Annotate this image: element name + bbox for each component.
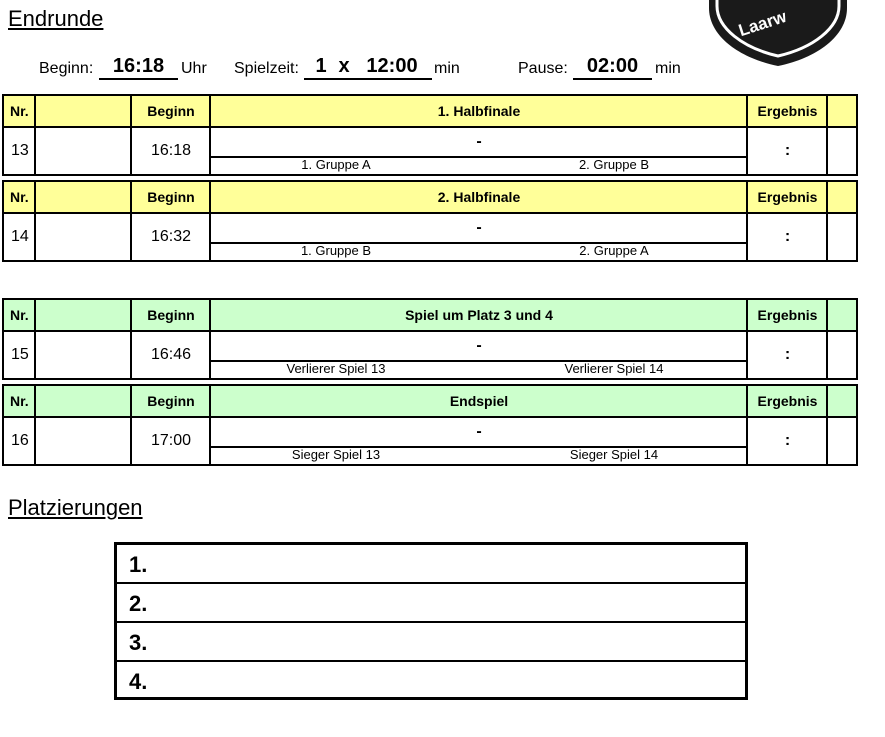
header-empty-cell bbox=[826, 384, 858, 418]
team-home: 1. Gruppe B bbox=[300, 243, 372, 258]
pairing-teams bbox=[211, 446, 747, 464]
match-time: 16:46 bbox=[130, 330, 212, 380]
header-ergebnis: Ergebnis bbox=[746, 298, 829, 332]
header-nr: Nr. bbox=[2, 298, 36, 332]
header-empty-cell bbox=[34, 298, 134, 332]
match-time: 17:00 bbox=[130, 416, 212, 466]
match-result[interactable]: : bbox=[746, 212, 829, 262]
team-away: Verlierer Spiel 14 bbox=[564, 361, 664, 376]
match-title: 1. Halbfinale bbox=[209, 94, 749, 128]
header-empty-cell bbox=[34, 384, 134, 418]
extra-cell[interactable] bbox=[826, 330, 858, 380]
match-number: 15 bbox=[2, 330, 36, 380]
header-nr: Nr. bbox=[2, 94, 36, 128]
placements-title: Platzierungen bbox=[8, 495, 143, 520]
placement-row[interactable]: 1. bbox=[117, 545, 745, 584]
placement-row[interactable]: 4. bbox=[129, 669, 148, 694]
match-result[interactable]: : bbox=[746, 416, 829, 466]
match-title: 2. Halbfinale bbox=[209, 180, 749, 214]
match-title: Spiel um Platz 3 und 4 bbox=[209, 298, 749, 332]
pairing-teams bbox=[211, 360, 747, 378]
match-row bbox=[2, 212, 858, 262]
match-time: 16:18 bbox=[130, 126, 212, 176]
pause-value: 02:00 bbox=[573, 54, 652, 80]
team-away: Sieger Spiel 14 bbox=[569, 447, 659, 462]
header-ergebnis: Ergebnis bbox=[746, 180, 829, 214]
pairing-dash[interactable]: - bbox=[211, 418, 747, 448]
match-pairing bbox=[209, 126, 749, 176]
header-nr: Nr. bbox=[2, 180, 36, 214]
extra-cell[interactable] bbox=[826, 416, 858, 466]
header-ergebnis: Ergebnis bbox=[746, 384, 829, 418]
match-title: Endspiel bbox=[209, 384, 749, 418]
header-empty-cell bbox=[826, 298, 858, 332]
placement-row[interactable]: 2. bbox=[117, 584, 745, 623]
playtime-count: 1 bbox=[315, 55, 327, 77]
header-beginn: Beginn bbox=[130, 298, 212, 332]
field-cell[interactable] bbox=[34, 330, 134, 380]
placement-row[interactable]: 3. bbox=[117, 623, 745, 662]
match-row bbox=[2, 126, 858, 176]
extra-cell[interactable] bbox=[826, 212, 858, 262]
begin-unit: Uhr bbox=[181, 60, 207, 77]
team-home: 1. Gruppe A bbox=[301, 157, 371, 172]
match-header bbox=[2, 298, 858, 332]
match-row bbox=[2, 330, 858, 380]
header-beginn: Beginn bbox=[130, 180, 212, 214]
header-empty-cell bbox=[34, 180, 134, 214]
begin-label: Beginn: bbox=[39, 60, 94, 77]
pause-unit: min bbox=[655, 60, 681, 77]
match-header bbox=[2, 94, 858, 128]
playtime-x: x bbox=[338, 55, 350, 77]
match-pairing bbox=[209, 212, 749, 262]
match-row bbox=[2, 416, 858, 466]
header-empty-cell bbox=[826, 94, 858, 128]
match-pairing bbox=[209, 330, 749, 380]
playtime-unit: min bbox=[434, 60, 460, 77]
header-nr: Nr. bbox=[2, 384, 36, 418]
team-home: Sieger Spiel 13 bbox=[291, 447, 381, 462]
team-away: 2. Gruppe B bbox=[578, 157, 650, 172]
placements-table bbox=[114, 542, 748, 700]
header-empty-cell bbox=[826, 180, 858, 214]
field-cell[interactable] bbox=[34, 212, 134, 262]
pairing-dash[interactable]: - bbox=[211, 332, 747, 362]
pause-label: Pause: bbox=[518, 60, 568, 77]
header-beginn: Beginn bbox=[130, 384, 212, 418]
team-home: Verlierer Spiel 13 bbox=[286, 361, 386, 376]
match-pairing bbox=[209, 416, 749, 466]
begin-value: 16:18 bbox=[99, 54, 178, 80]
schedule-info bbox=[0, 54, 885, 80]
pairing-teams bbox=[211, 156, 747, 174]
field-cell[interactable] bbox=[34, 126, 134, 176]
team-away: 2. Gruppe A bbox=[579, 243, 649, 258]
field-cell[interactable] bbox=[34, 416, 134, 466]
logo-text: Laarw bbox=[736, 6, 789, 41]
pairing-teams bbox=[211, 242, 747, 260]
pairing-dash[interactable]: - bbox=[211, 128, 747, 158]
playtime-label: Spielzeit: bbox=[234, 60, 299, 77]
header-ergebnis: Ergebnis bbox=[746, 94, 829, 128]
match-time: 16:32 bbox=[130, 212, 212, 262]
match-number: 16 bbox=[2, 416, 36, 466]
page-title: Endrunde bbox=[8, 6, 104, 31]
playtime-value: 12:00 bbox=[366, 55, 418, 77]
header-empty-cell bbox=[34, 94, 134, 128]
match-number: 14 bbox=[2, 212, 36, 262]
match-number: 13 bbox=[2, 126, 36, 176]
match-result[interactable]: : bbox=[746, 330, 829, 380]
match-result[interactable]: : bbox=[746, 126, 829, 176]
pairing-dash[interactable]: - bbox=[211, 214, 747, 244]
extra-cell[interactable] bbox=[826, 126, 858, 176]
match-header bbox=[2, 384, 858, 418]
match-header bbox=[2, 180, 858, 214]
header-beginn: Beginn bbox=[130, 94, 212, 128]
